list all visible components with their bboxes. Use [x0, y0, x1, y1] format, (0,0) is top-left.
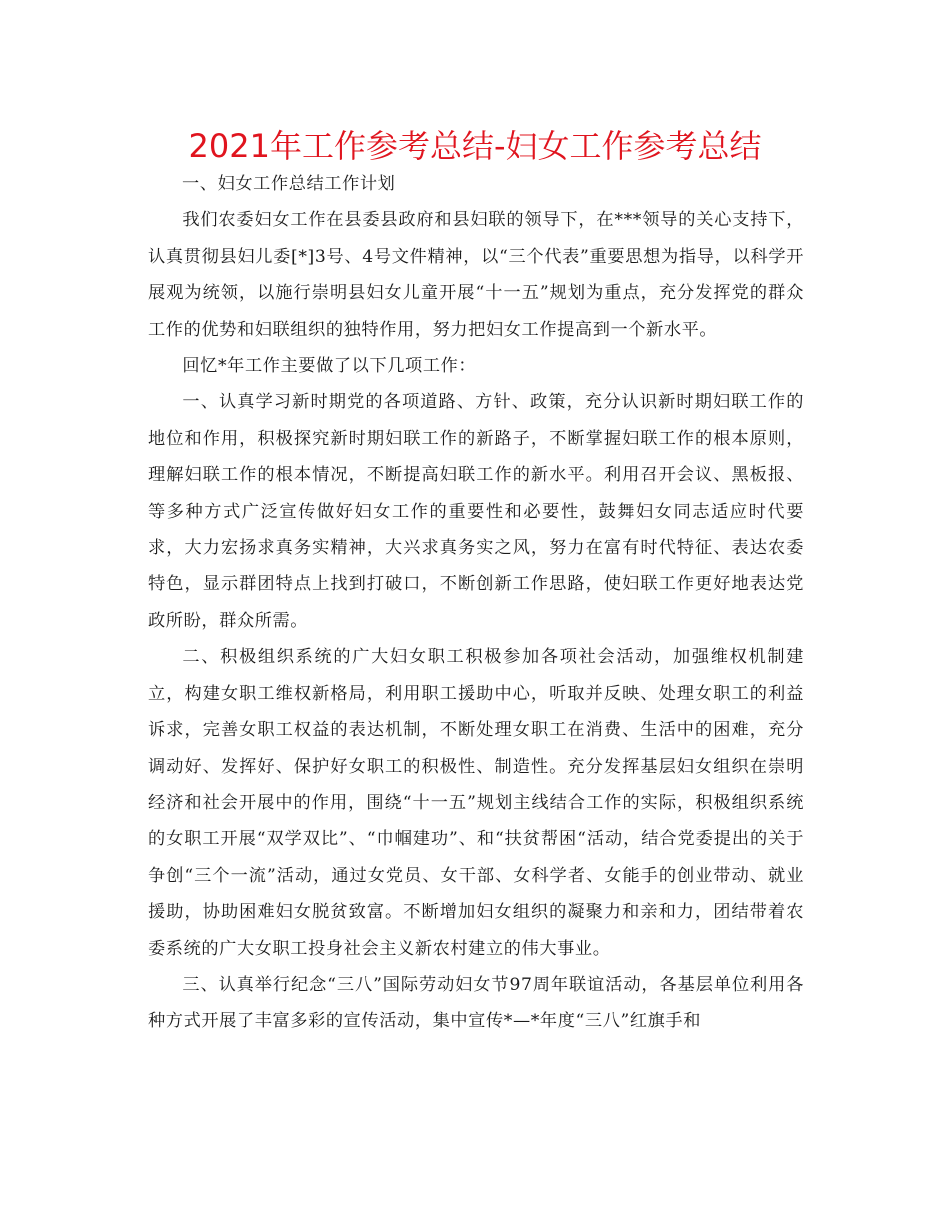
document-title: 2021年工作参考总结-妇女工作参考总结: [188, 127, 762, 165]
paragraph-item-1: 一、认真学习新时期党的各项道路、方针、政策，充分认识新时期妇联工作的地位和作用，积极探究新时期妇联工作的新路子，不断掌握妇联工作的根本原则，理解妇联工作的根本情况，不断提高妇联工作的新水平。利用召开会议、黑板报、等多种方式广泛宣传做好妇女工作的重要性和必要性，鼓舞妇女同志适应时代要求，大力宏扬求真务实精神，大兴求真务实之风，努力在富有时代特征、表达农委特色，显示群团特点上找到打破口，不断创新工作思路，使妇联工作更好地表达党政所盼，群众所需。: [148, 392, 804, 631]
paragraph-intro: 我们农委妇女工作在县委县政府和县妇联的领导下，在***领导的关心支持下，认真贯彻县妇儿委[*]3号、4号文件精神，以“三个代表”重要思想为指导，以科学开展观为统领，以施行崇明县妇女儿童开展“十一五”规划为重点，充分发挥党的群众工作的优势和妇联组织的独特作用，努力把妇女工作提高到一个新水平。: [148, 210, 804, 340]
document-body: [148, 166, 804, 1040]
section-heading: 一、妇女工作总结工作计划: [182, 174, 396, 194]
paragraph-review: 回忆*年工作主要做了以下几项工作：: [182, 356, 477, 377]
paragraph-item-3: 三、认真举行纪念“三八”国际劳动妇女节97周年联谊活动，各基层单位利用各种方式开展了丰富多彩的宣传活动，集中宣传*—*年度“三八”红旗手和: [148, 974, 804, 1032]
paragraph-item-2: 二、积极组织系统的广大妇女职工积极参加各项社会活动，加强维权机制建立，构建女职工维权新格局，利用职工援助中心，听取并反映、处理女职工的利益诉求，完善女职工权益的表达机制，不断处理女职工在消费、生活中的困难，充分调动好、发挥好、保护好女职工的积极性、制造性。充分发挥基层妇女组织在崇明经济和社会开展中的作用，围绕“十一五”规划主线结合工作的实际，积极组织系统的女职工开展“双学双比”、“巾帼建功”、和“扶贫帮困“活动，结合党委提出的关于争创“三个一流”活动，通过女党员、女干部、女科学者、女能手的创业带动、就业援助，协助困难妇女脱贫致富。不断增加妇女组织的凝聚力和亲和力，团结带着农委系统的广大女职工投身社会主义新农村建立的伟大事业。: [148, 647, 804, 959]
